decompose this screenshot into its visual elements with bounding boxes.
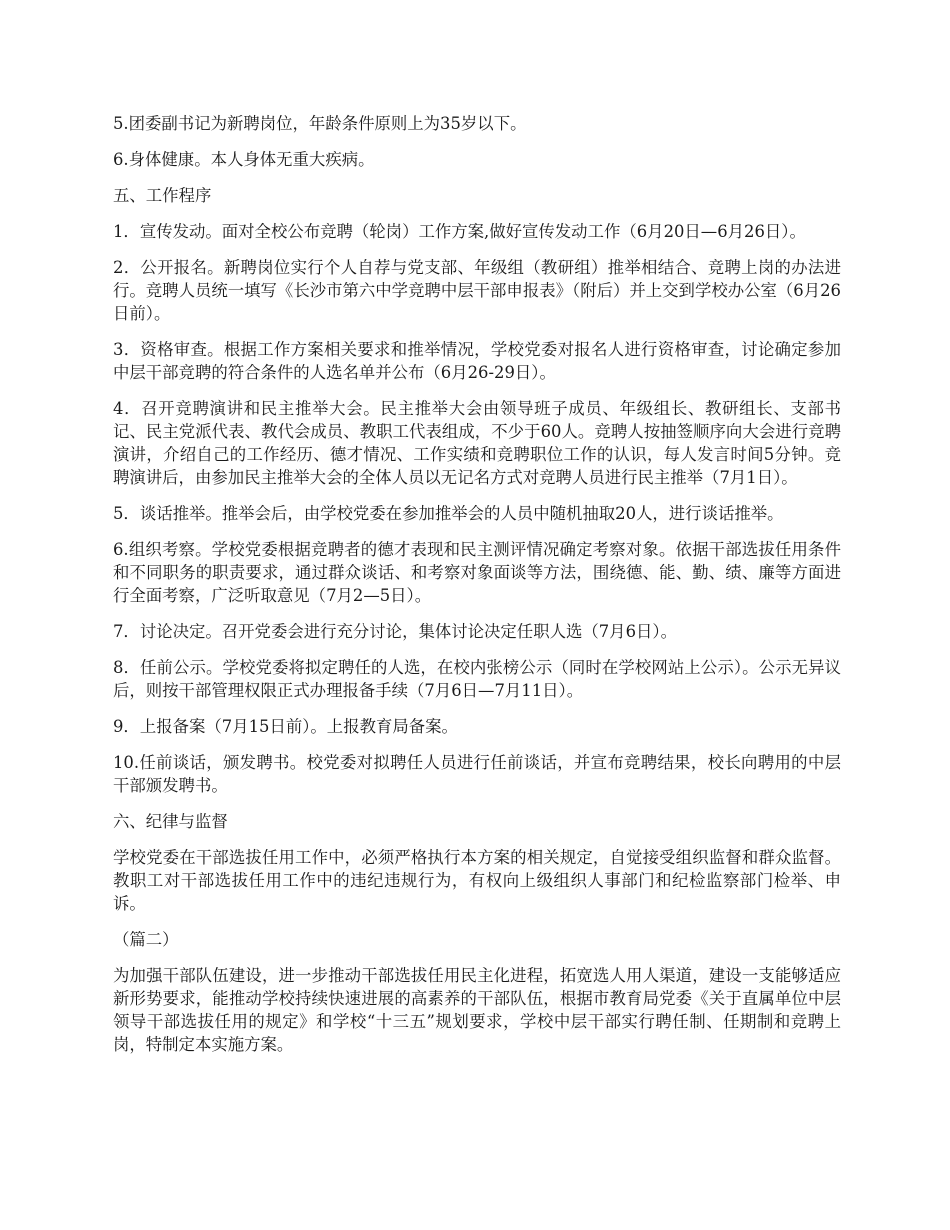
- paragraph-condition-6: 6.身体健康。本人身体无重大疾病。: [113, 150, 375, 169]
- paragraph-procedure-2: 2．公开报名。新聘岗位实行个人自荐与党支部、年级组（教研组）推举相结合、竞聘上岗的办法进行。竞聘人员统一填写《长沙市第六中学竞聘中层干部申报表》（附后）并上交到学校办公室（6月26日前）。: [113, 258, 841, 323]
- document-page: [113, 112, 841, 1069]
- paragraph-procedure-5: 5．谈话推举。推举会后，由学校党委在参加推举会的人员中随机抽取20人，进行谈话推举。: [113, 504, 784, 523]
- paragraph-discipline: 学校党委在干部选拔任用工作中，必须严格执行本方案的相关规定，自觉接受组织监督和群众监督。教职工对干部选拔任用工作中的违纪违规行为，有权向上级组织人事部门和纪检监察部门检举、申诉。: [113, 848, 841, 913]
- paragraph-procedure-9: 9．上报备案（7月15日前）。上报教育局备案。: [113, 717, 458, 736]
- paragraph-condition-5: 5.团委副书记为新聘岗位，年龄条件原则上为35岁以下。: [113, 114, 527, 133]
- paragraph-procedure-1: 1．宣传发动。面对全校公布竞聘（轮岗）工作方案,做好宣传发动工作（6月20日—6月26日）。: [113, 222, 806, 241]
- part-two-heading: （篇二）: [113, 930, 179, 949]
- paragraph-procedure-4: 4．召开竞聘演讲和民主推举大会。民主推举大会由领导班子成员、年级组长、教研组长、支部书记、民主党派代表、教代会成员、教职工代表组成，不少于60人。竞聘人按抽签顺序向大会进行竞聘演讲，介绍自己的工作经历、德才情况、工作实绩和竞聘职位工作的认识，每人发言时间5分钟。竞聘演讲后，由参加民主推举大会的全体人员以无记名方式对竞聘人员进行民主推举（7月1日）。: [113, 399, 841, 487]
- section-heading-discipline: 六、纪律与监督: [113, 812, 228, 831]
- paragraph-procedure-10: 10.任前谈话，颁发聘书。校党委对拟聘任人员进行任前谈话，并宣布竞聘结果，校长向聘用的中层干部颁发聘书。: [113, 753, 841, 795]
- paragraph-procedure-6: 6.组织考察。学校党委根据竞聘者的德才表现和民主测评情况确定考察对象。依据干部选拔任用条件和不同职务的职责要求，通过群众谈话、和考察对象面谈等方法，围绕德、能、勤、绩、廉等方面进行全面考察，广泛听取意见（7月2—5日）。: [113, 540, 841, 605]
- paragraph-procedure-7: 7．讨论决定。召开党委会进行充分讨论，集体讨论决定任职人选（7月6日）。: [113, 622, 677, 641]
- section-heading-work-procedure: 五、工作程序: [113, 186, 212, 205]
- paragraph-part-two-intro: 为加强干部队伍建设，进一步推动干部选拔任用民主化进程，拓宽选人用人渠道，建设一支能够适应新形势要求，能推动学校持续快速进展的高素养的干部队伍，根据市教育局党委《关于直属单位中层领导干部选拔任用的规定》和学校“十三五”规划要求，学校中层干部实行聘任制、任期制和竞聘上岗，特制定本实施方案。: [113, 966, 841, 1054]
- paragraph-procedure-8: 8．任前公示。学校党委将拟定聘任的人选，在校内张榜公示（同时在学校网站上公示）。公示无异议后，则按干部管理权限正式办理报备手续（7月6日—7月11日）。: [113, 658, 841, 700]
- paragraph-procedure-3: 3．资格审查。根据工作方案相关要求和推举情况，学校党委对报名人进行资格审查，讨论确定参加中层干部竞聘的符合条件的人选名单并公布（6月26-29日）。: [113, 340, 841, 382]
